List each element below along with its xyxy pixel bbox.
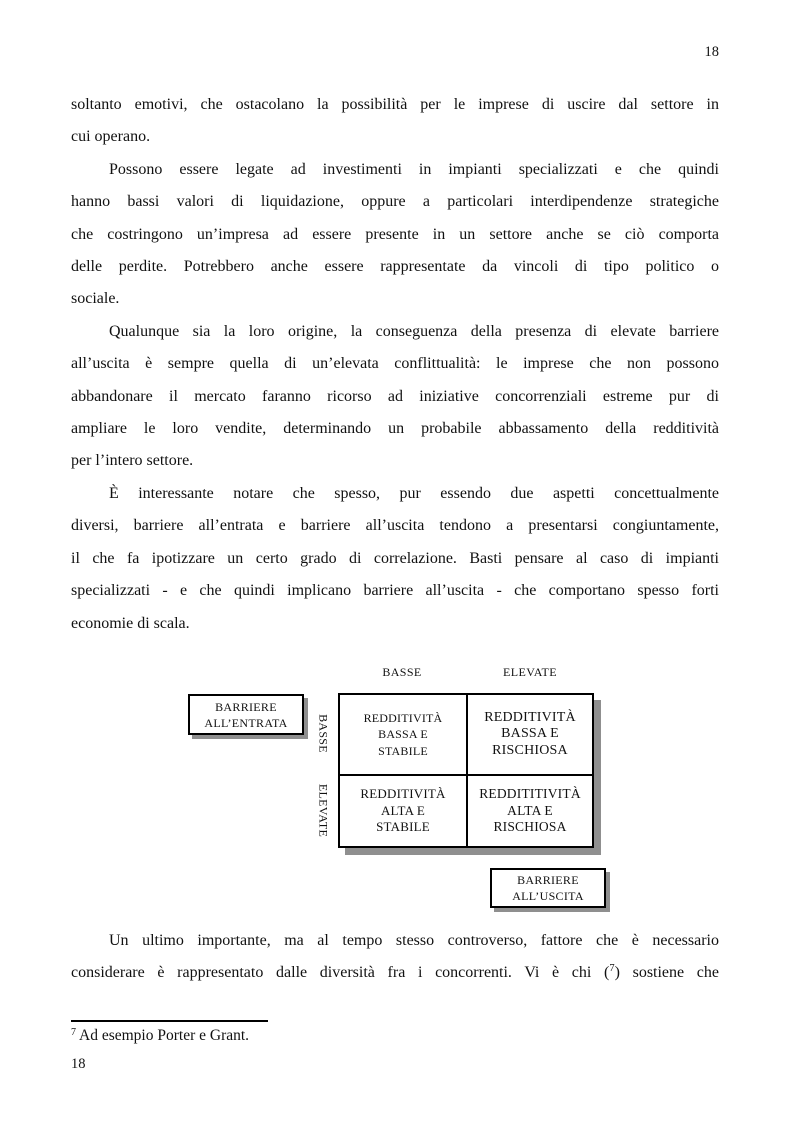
text-segment: considerare è rappresentato dalle diversità fra i concorrenti. Vi è chi ( <box>71 964 610 982</box>
entry-barriers-label-line2: ALL’ENTRATA <box>204 715 288 730</box>
cell-text: ALTA E <box>380 802 426 818</box>
cell-text: REDDITIVITÀ <box>360 786 446 802</box>
text-line: che costringono un’impresa ad essere presente in un settore anche se ciò comporta <box>71 225 719 243</box>
page-number-top: 18 <box>704 44 719 60</box>
exit-barriers-label-line2: ALL’USCITA <box>512 889 584 903</box>
body-text <box>71 89 719 640</box>
text-line: abbandonare il mercato faranno ricorso ad iniziative concorrenziali estreme pur di <box>71 387 719 405</box>
row-label-basse: BASSE <box>316 714 331 753</box>
column-header-basse: BASSE <box>382 665 422 679</box>
text-line: Un ultimo importante, ma al tempo stesso controverso, fattore che è necessario <box>109 932 719 949</box>
text-line: hanno bassi valori di liquidazione, oppure a particolari interdipendenze strategiche <box>71 193 719 211</box>
cell-text: REDDITIVITÀ <box>363 710 443 725</box>
footnote-separator <box>71 1020 268 1022</box>
matrix-cell-bottom-left <box>340 776 466 846</box>
cell-text: BASSA E <box>378 727 428 742</box>
entry-barriers-box <box>188 694 304 735</box>
text-line <box>71 957 719 991</box>
cell-text: STABILE <box>376 819 430 835</box>
text-line: cui operano. <box>71 128 151 146</box>
paragraph <box>71 478 719 640</box>
exit-barriers-label-line1: BARRIERE <box>517 873 579 887</box>
exit-barriers-box <box>490 868 606 908</box>
text-line: Qualunque sia la loro origine, la conseguenza della presenza di elevate barriere <box>109 322 719 340</box>
text-line: il che fa ipotizzare un certo grado di correlazione. Basti pensare al caso di impianti <box>71 549 719 567</box>
footnote-reference: 7 <box>609 963 615 975</box>
closing-paragraph <box>71 925 719 992</box>
text-line: per l’intero settore. <box>71 452 194 470</box>
footnote <box>71 1026 719 1047</box>
paragraph <box>71 154 719 316</box>
text-line: È interessante notare che spesso, pur essendo due aspetti concettualmente <box>109 484 719 502</box>
text-line: all’uscita è sempre quella di un’elevata conflittualità: le imprese che non possono <box>71 355 719 373</box>
profitability-matrix <box>338 693 594 848</box>
text-line: diversi, barriere all’entrata e barriere all’uscita tendono a presentarsi congiuntamente, <box>71 517 719 535</box>
cell-text: BASSA E <box>501 726 559 742</box>
text-segment: ) sostiene che <box>614 964 720 982</box>
cell-text: REDDITITIVITÀ <box>479 786 581 802</box>
cell-text: RISCHIOSA <box>493 819 567 835</box>
cell-text: REDDITIVITÀ <box>484 709 576 725</box>
paragraph <box>71 316 719 478</box>
row-label-elevate: ELEVATE <box>316 783 331 838</box>
footnote-marker: 7 <box>71 1027 76 1038</box>
text-line: delle perdite. Potrebbero anche essere rappresentate da vincoli di tipo politico o <box>71 258 719 276</box>
matrix-cell-bottom-right <box>468 776 592 846</box>
text-line: sociale. <box>71 290 120 308</box>
matrix-cell-top-right <box>468 695 592 774</box>
paragraph <box>71 89 719 154</box>
text-line: ampliare le loro vendite, determinando un probabile abbassamento della redditività <box>71 420 719 438</box>
text-line: economie di scala. <box>71 614 190 632</box>
text-line: soltanto emotivi, che ostacolano la possibilità per le imprese di uscire dal settore in <box>71 96 719 113</box>
cell-text: RISCHIOSA <box>492 742 568 758</box>
text-line: Possono essere legate ad investimenti in impianti specializzati e che quindi <box>109 160 719 178</box>
entry-barriers-label-line1: BARRIERE <box>215 699 277 714</box>
matrix-cell-top-left <box>340 695 466 774</box>
text-line: specializzati - e che quindi implicano barriere all’uscita - che comportano spesso forti <box>71 582 719 600</box>
page-number-bottom: 18 <box>71 1056 86 1072</box>
column-header-elevate: ELEVATE <box>503 665 557 679</box>
footnote-text: Ad esempio Porter e Grant. <box>76 1027 250 1044</box>
cell-text: ALTA E <box>507 802 553 818</box>
cell-text: STABILE <box>378 743 428 758</box>
